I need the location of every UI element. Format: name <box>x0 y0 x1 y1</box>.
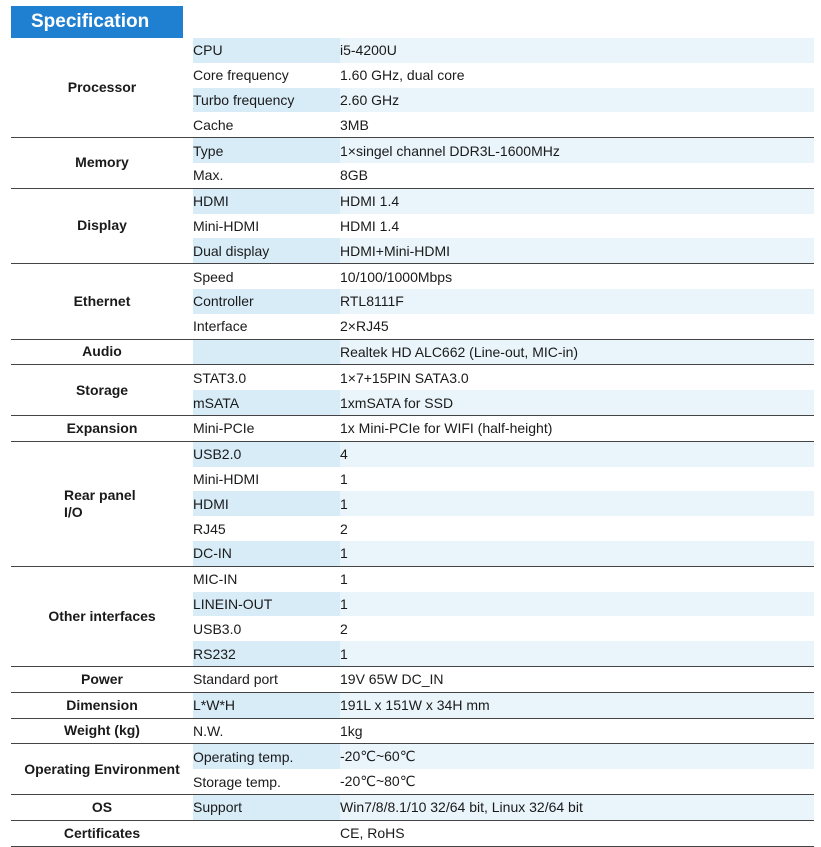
spec-row <box>11 666 814 692</box>
spec-value: 1xmSATA for SSD <box>340 390 814 415</box>
spec-value: 2.60 GHz <box>340 88 814 113</box>
category-dimension: Dimension <box>11 692 193 718</box>
category-weight-kg: Weight (kg) <box>11 718 193 744</box>
category-certificates: Certificates <box>11 820 193 846</box>
spec-label: USB2.0 <box>193 441 340 466</box>
category-rear-panel-i-o: Rear panel I/O <box>11 441 193 566</box>
spec-label: Dual display <box>193 238 340 263</box>
spec-label: RS232 <box>193 641 340 666</box>
spec-value: HDMI 1.4 <box>340 214 814 239</box>
spec-row <box>11 138 814 163</box>
spec-row <box>11 820 814 846</box>
spec-value: Realtek HD ALC662 (Line-out, MIC-in) <box>340 339 814 365</box>
spec-value: Win7/8/8.1/10 32/64 bit, Linux 32/64 bit <box>340 794 814 820</box>
spec-row <box>11 188 814 213</box>
spec-value: 2 <box>340 616 814 641</box>
spec-value: -20℃~60℃ <box>340 744 814 769</box>
specification-table <box>11 38 814 847</box>
spec-label: HDMI <box>193 491 340 516</box>
spec-label: LINEIN-OUT <box>193 592 340 617</box>
spec-label: Support <box>193 794 340 820</box>
spec-value: HDMI+Mini-HDMI <box>340 238 814 263</box>
spec-value: 1.60 GHz, dual core <box>340 63 814 88</box>
spec-value: RTL8111F <box>340 289 814 314</box>
spec-row <box>11 692 814 718</box>
spec-label <box>193 820 340 846</box>
category-os: OS <box>11 794 193 820</box>
spec-label: HDMI <box>193 188 340 213</box>
spec-value: 2 <box>340 516 814 541</box>
spec-label: Turbo frequency <box>193 88 340 113</box>
spec-value: 3MB <box>340 112 814 137</box>
spec-label: N.W. <box>193 718 340 744</box>
page-title: Specification <box>11 6 183 38</box>
spec-label: Type <box>193 138 340 163</box>
spec-value: 1×singel channel DDR3L-1600MHz <box>340 138 814 163</box>
spec-label: Mini-HDMI <box>193 214 340 239</box>
spec-value: 1 <box>340 541 814 566</box>
spec-label: USB3.0 <box>193 616 340 641</box>
spec-value: 1kg <box>340 718 814 744</box>
spec-label: mSATA <box>193 390 340 415</box>
spec-label: Controller <box>193 289 340 314</box>
spec-value: 1 <box>340 592 814 617</box>
category-ethernet: Ethernet <box>11 264 193 339</box>
spec-value: 2×RJ45 <box>340 314 814 339</box>
spec-row <box>11 441 814 466</box>
category-power: Power <box>11 666 193 692</box>
spec-label: CPU <box>193 38 340 63</box>
spec-row <box>11 794 814 820</box>
spec-label: L*W*H <box>193 692 340 718</box>
spec-value: HDMI 1.4 <box>340 188 814 213</box>
spec-value: CE, RoHS <box>340 820 814 846</box>
spec-label <box>193 339 340 365</box>
category-display: Display <box>11 188 193 263</box>
spec-label: Max. <box>193 163 340 188</box>
category-audio: Audio <box>11 339 193 365</box>
spec-value: 10/100/1000Mbps <box>340 264 814 289</box>
spec-row <box>11 339 814 365</box>
spec-label: Storage temp. <box>193 769 340 794</box>
category-processor: Processor <box>11 38 193 138</box>
spec-value: 1x Mini-PCIe for WIFI (half-height) <box>340 415 814 441</box>
spec-value: i5-4200U <box>340 38 814 63</box>
spec-label: Mini-PCIe <box>193 415 340 441</box>
spec-label: RJ45 <box>193 516 340 541</box>
spec-value: 1×7+15PIN SATA3.0 <box>340 365 814 390</box>
spec-label: Operating temp. <box>193 744 340 769</box>
spec-row <box>11 365 814 390</box>
spec-label: Speed <box>193 264 340 289</box>
spec-label: Core frequency <box>193 63 340 88</box>
spec-row <box>11 744 814 769</box>
category-expansion: Expansion <box>11 415 193 441</box>
spec-value: 1 <box>340 467 814 492</box>
category-other-interfaces: Other interfaces <box>11 566 193 666</box>
spec-row <box>11 264 814 289</box>
spec-label: Cache <box>193 112 340 137</box>
category-storage: Storage <box>11 365 193 416</box>
category-operating-environment: Operating Environment <box>11 744 193 795</box>
spec-value: 191L x 151W x 34H mm <box>340 692 814 718</box>
spec-value: -20℃~80℃ <box>340 769 814 794</box>
spec-row <box>11 38 814 63</box>
spec-row <box>11 566 814 591</box>
spec-label: MIC-IN <box>193 566 340 591</box>
spec-value: 1 <box>340 491 814 516</box>
spec-label: STAT3.0 <box>193 365 340 390</box>
spec-label: Interface <box>193 314 340 339</box>
spec-value: 19V 65W DC_IN <box>340 666 814 692</box>
spec-value: 8GB <box>340 163 814 188</box>
spec-row <box>11 415 814 441</box>
spec-value: 4 <box>340 441 814 466</box>
spec-label: DC-IN <box>193 541 340 566</box>
spec-row <box>11 718 814 744</box>
spec-value: 1 <box>340 566 814 591</box>
category-memory: Memory <box>11 138 193 189</box>
spec-label: Standard port <box>193 666 340 692</box>
spec-label: Mini-HDMI <box>193 467 340 492</box>
spec-value: 1 <box>340 641 814 666</box>
